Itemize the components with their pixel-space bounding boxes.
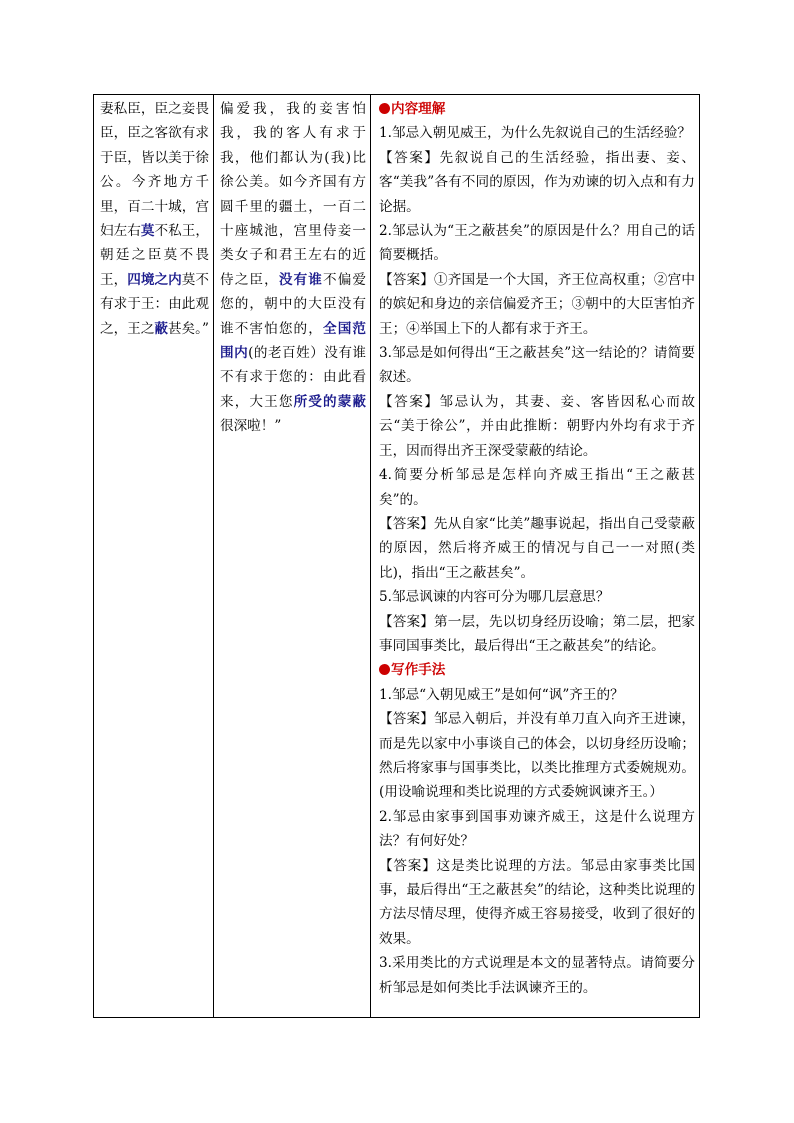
analysis-column <box>371 95 699 1017</box>
highlighted-word: 四境之内 <box>127 271 182 288</box>
highlighted-phrase: 没有谁 <box>278 271 323 288</box>
answer: 【答案】邹忌入朝后，并没有单刀直入向齐王进谏，而是先以家中小事谈自己的体会，以切身经历设喻；然后将家事与国事类比，以类比推理方式委婉规劝。(用设喻说理和类比说理的方式委婉讽谏齐王。） <box>379 711 695 801</box>
highlighted-word: 莫 <box>140 223 155 240</box>
highlighted-phrase: 所受的蒙蔽 <box>293 393 367 410</box>
answer: 【答案】这是类比说理的方法。邹忌由家事类比国事，最后得出“王之蔽甚矣”的结论，这种类比说理的方法尽情尽理，使得齐威王容易接受，收到了很好的效果。 <box>379 857 695 947</box>
question: 2.邹忌认为“王之蔽甚矣”的原因是什么？用自己的话简要概括。 <box>379 223 695 264</box>
question: 2.邹忌由家事到国事劝谏齐威王，这是什么说理方法？有何好处？ <box>379 808 695 850</box>
question: 4.简要分析邹忌是怎样向齐威王指出“王之蔽甚矣”的。 <box>379 467 695 508</box>
translation-text: (的老百姓）没有谁不有求于您的：由此看来，大王您 <box>220 345 366 410</box>
red-dot-icon <box>379 103 390 114</box>
answer: 【答案】邹忌认为，其妻、妾、客皆因私心而故云“美于徐公”，并由此推断：朝野内外均有求于齐王，因而得出齐王深受蒙蔽的结论。 <box>379 393 695 459</box>
highlighted-phrase: 全国范围内 <box>220 320 367 362</box>
section-title: 内容理解 <box>391 101 446 117</box>
section-title: 写作手法 <box>391 662 446 679</box>
section-heading-writing <box>379 658 695 682</box>
section-heading-content <box>379 97 695 121</box>
question: 1.邹忌“入朝见威王”是如何“讽”齐王的？ <box>379 686 624 703</box>
original-text: 妻私臣，臣之妾畏臣，臣之客欲有求于臣，皆以美于徐公。今齐地方千里，百二十城，宫妇左右 <box>100 101 209 240</box>
highlighted-word: 蔽 <box>154 320 168 337</box>
original-text: 不私王，朝廷之臣莫不畏王， <box>100 223 210 288</box>
translation-text: 很深啦！” <box>220 418 282 435</box>
question: 1.邹忌入朝见威王，为什么先叙说自己的生活经验？ <box>379 125 692 142</box>
red-dot-icon <box>379 664 390 675</box>
original-text: 甚矣。” <box>167 320 209 337</box>
question: 3.采用类比的方式说理是本文的显著特点。请简要分析邹忌是如何类比手法讽谏齐王的。 <box>379 955 695 996</box>
content-table <box>93 94 700 1018</box>
translation-text: 偏爱我，我的妾害怕我，我的客人有求于我，他们都认为(我)比徐公美。如今齐国有方圆千里的疆土，一百二十座城池，宫里侍妾一类女子和君王左右的近侍之臣， <box>220 101 366 288</box>
original-text-column <box>94 95 214 1017</box>
answer: 【答案】第一层，先以切身经历设喻；第二层，把家事同国事类比，最后得出“王之蔽甚矣”的结论。 <box>379 613 695 654</box>
original-text: 莫不有求于王：由此观之，王之 <box>100 271 210 337</box>
answer: 【答案】先从自家“比美”趣事说起，指出自己受蒙蔽的原因，然后将齐威王的情况与自己一一对照(类比)，指出“王之蔽甚矣”。 <box>379 515 695 581</box>
question: 5.邹忌讽谏的内容可分为哪几层意思？ <box>379 589 610 606</box>
answer: 【答案】①齐国是一个大国，齐王位高权重；②宫中的嫔妃和身边的亲信偏爱齐王；③朝中的大臣害怕齐王；④举国上下的人都有求于齐王。 <box>379 271 695 337</box>
translation-column <box>214 95 371 1017</box>
question: 3.邹忌是如何得出“王之蔽甚矣”这一结论的？请简要叙述。 <box>379 345 695 386</box>
answer: 【答案】先叙说自己的生活经验，指出妻、妾、客“美我”各有不同的原因，作为劝谏的切入点和有力论据。 <box>379 149 695 215</box>
translation-text: 不偏爱您的，朝中的大臣没有谁不害怕您的， <box>220 271 367 337</box>
